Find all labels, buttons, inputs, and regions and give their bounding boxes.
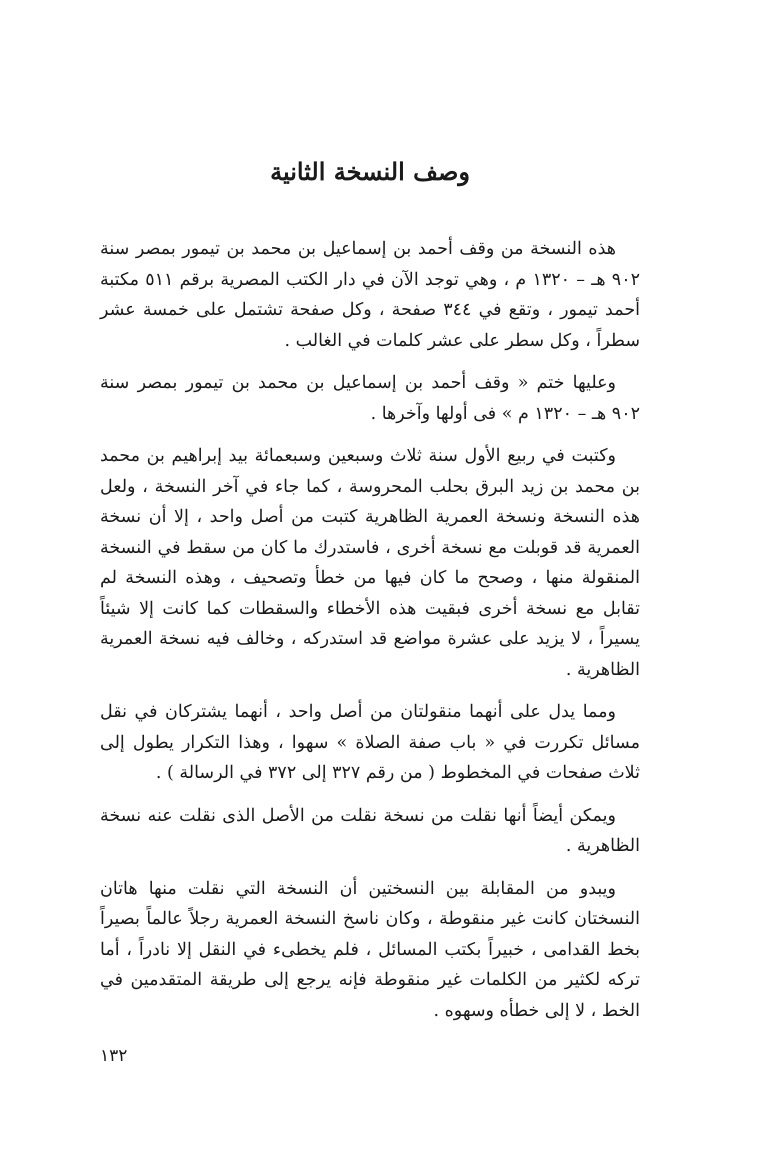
paragraph-seal: وعليها ختم « وقف أحمد بن إسماعيل بن محمد بن تيمور بمصر سنة ٩٠٢ هـ – ١٣٢٠ م » فى أولها وآخرها .	[100, 373, 640, 424]
document-page	[100, 140, 640, 1100]
paragraph-comparison: ويبدو من المقابلة بين النسختين أن النسخة التي نقلت منها هاتان النسختان كانت غير منقوطة ، وكان ناسخ النسخة العمرية رجلاً عالماً بصيراً بخط القدامى ، خبيراً بكتب المسائل ، فلم يخطىء في النقل إلا نادراً ، أما تركه لكثير من الكلمات غير منقوطة فإنه يرجع إلى طريقة المتقدمين في الخط ، لا إلى خطأه وسهوه .	[100, 878, 640, 1021]
page-title: وصف النسخة الثانية	[270, 157, 470, 186]
paragraph-copying-date: وكتبت في ربيع الأول سنة ثلاث وسبعين وسبعمائة بيد إبراهيم بن محمد بن محمد بن زيد البرق بحلب المحروسة ، كما جاء في آخر النسخة ، ولعل هذه النسخة ونسخة العمرية الظاهرية كتبت من أصل واحد ، إلا أن نسخة العمرية قد قوبلت مع نسخة أخرى ، فاستدرك ما كان من سقط في النسخة المنقولة منها ، وصحح ما كان فيها من خطأ وتصحيف ، وهذه النسخة لم تقابل مع نسخة أخرى فبقيت هذه الأخطاء والسقطات كما كانت إلا شيئاً يسيراً ، لا يزيد على عشرة مواضع قد استدركه ، وخالف فيه نسخة العمرية الظاهرية .	[100, 446, 640, 680]
paragraph-possible-origin: ويمكن أيضاً أنها نقلت من نسخة نقلت من الأصل الذى نقلت عنه نسخة الظاهرية .	[100, 805, 640, 856]
paragraph-manuscript-origin: هذه النسخة من وقف أحمد بن إسماعيل بن محمد بن تيمور بمصر سنة ٩٠٢ هـ – ١٣٢٠ م ، وهي توجد الآن في دار الكتب المصرية برقم ٥١١ مكتبة أحمد تيمور ، وتقع في ٣٤٤ صفحة ، وكل صفحة تشتمل على خمسة عشر سطراً ، وكل سطر على عشر كلمات في الغالب .	[100, 239, 640, 351]
paragraph-common-source: ومما يدل على أنهما منقولتان من أصل واحد ، أنهما يشتركان في نقل مسائل تكررت في « باب صفة الصلاة » سهوا ، وهذا التكرار يطول إلى ثلاث صفحات في المخطوط ( من رقم ٣٢٧ إلى ٣٧٢ في الرسالة ) .	[100, 702, 640, 783]
page-number: ١٣٢	[100, 1046, 128, 1066]
